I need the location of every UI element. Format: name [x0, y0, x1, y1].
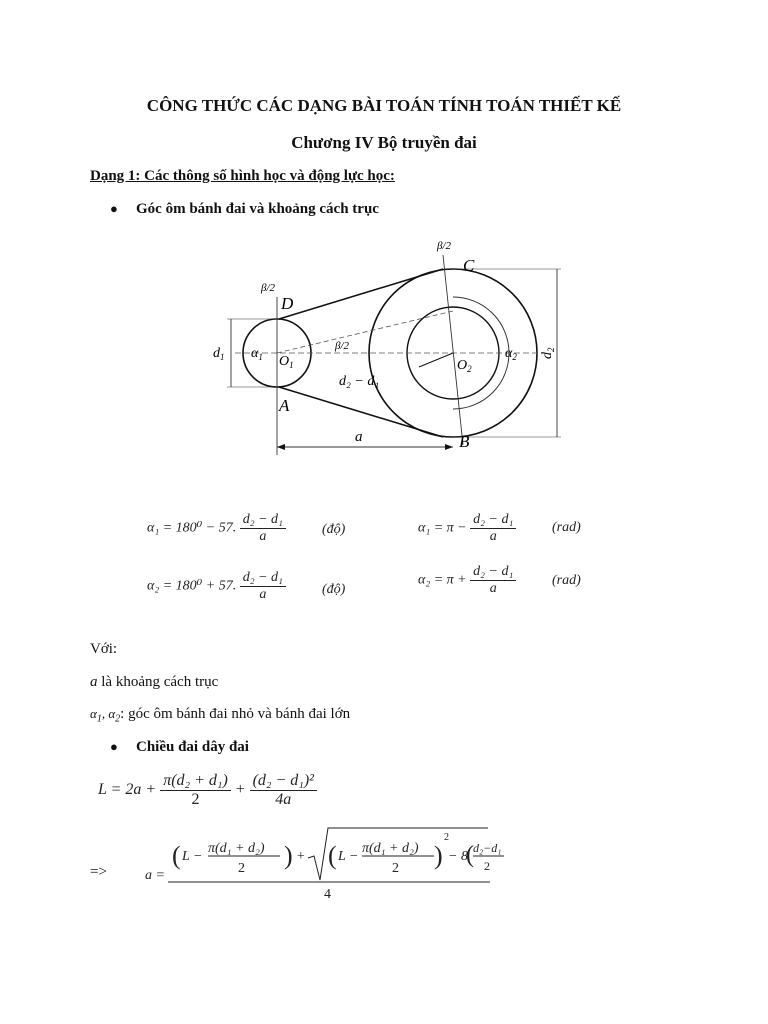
note-a — [90, 674, 218, 691]
formula-alpha1-rad — [418, 512, 516, 545]
alpha2-rad-fraction — [470, 564, 516, 597]
svg-text:): ) — [284, 841, 293, 870]
frac-den: a — [259, 529, 267, 544]
implies-arrow: => — [90, 864, 107, 880]
svg-text:L −: L − — [182, 849, 203, 864]
note-alpha-symbols: $\alpha_1$, $\alpha_2$ — [90, 706, 121, 725]
label-d: D — [281, 294, 294, 313]
label-beta-half-left: β/2 — [261, 282, 276, 294]
a-expression-tail — [466, 826, 506, 878]
note-a-var: a — [90, 674, 98, 690]
formula-a-expression — [168, 822, 494, 902]
radius-line — [419, 353, 453, 367]
formula-alpha2-rad — [418, 564, 516, 597]
alpha1-deg-fraction — [240, 512, 286, 545]
frac-num: d₂ − d₁ — [240, 512, 286, 529]
alpha1-rad-lhs: α₁ = π − — [418, 520, 467, 536]
label-alpha1: $\alpha_1$ — [251, 346, 263, 362]
svg-text:(: ( — [466, 842, 474, 868]
svg-text:d₂−d₁: d₂−d₁ — [473, 841, 502, 855]
term2-num: (d₂ − d₁)² — [250, 772, 317, 791]
svg-text:2: 2 — [484, 859, 490, 873]
page-title: CÔNG THỨC CÁC DẠNG BÀI TOÁN TÍNH TOÁN THIẾT KẾ — [146, 96, 622, 115]
label-d1: $d_1$ — [213, 346, 225, 362]
length-plus: + — [234, 781, 246, 799]
svg-text:2: 2 — [238, 861, 245, 876]
belt-top — [279, 269, 443, 319]
length-term2 — [250, 772, 317, 809]
svg-text:π(d₁ + d₂): π(d₁ + d₂) — [208, 841, 265, 856]
svg-text:L −: L − — [338, 849, 359, 864]
alpha1-rad-fraction — [470, 512, 516, 545]
frac-num: d₂ − d₁ — [240, 570, 286, 587]
unit-deg-1: (độ) — [322, 522, 346, 537]
svg-text:2: 2 — [392, 861, 399, 876]
formula-alpha1-deg — [147, 512, 286, 545]
frac-num: d₂ − d₁ — [470, 564, 516, 581]
term1-num: π(d₂ + d₁) — [160, 772, 231, 791]
a-arrow-right — [445, 444, 453, 450]
label-alpha2: $\alpha_2$ — [505, 346, 517, 362]
label-d2-minus-d1: d₂ − d₁ — [339, 374, 380, 389]
label-a: A — [279, 396, 290, 415]
note-alpha-desc: : góc ôm bánh đai nhỏ và bánh đai lớn — [120, 706, 351, 722]
chapter-title: Chương IV Bộ truyền đai — [291, 133, 477, 152]
note-with: Với: — [90, 641, 118, 657]
label-o1: $O_1$ — [279, 354, 294, 370]
term1-den: 2 — [191, 791, 200, 808]
unit-deg-2: (độ) — [322, 582, 346, 597]
label-beta-half-center: β/2 — [335, 340, 350, 352]
label-o2: $O_2$ — [457, 358, 472, 374]
section-heading: Dạng 1: Các thông số hình học và động lực học: — [90, 168, 395, 184]
alpha2-deg-fraction — [240, 570, 286, 603]
svg-text:2: 2 — [444, 832, 449, 843]
label-b: B — [459, 432, 470, 451]
term2-den: 4a — [275, 791, 292, 808]
alpha1-deg-lhs: α₁ = 180⁰ − 57. — [147, 520, 237, 536]
label-a-dim: a — [355, 429, 363, 445]
a-lhs: a = — [145, 868, 165, 883]
alpha2-rad-lhs: α₂ = π + — [418, 572, 467, 588]
perp-right — [443, 255, 463, 445]
label-d2: $d_2$ — [540, 347, 556, 359]
bullet-angle-text: Góc ôm bánh đai và khoảng cách trục — [136, 201, 379, 217]
note-a-desc: là khoảng cách trục — [97, 674, 219, 690]
formula-alpha2-deg — [147, 570, 286, 603]
frac-den: a — [259, 587, 267, 602]
length-lhs: L = 2a + — [98, 781, 157, 799]
a-arrow-left — [277, 444, 285, 450]
bullet-length-text: Chiều đai dây đai — [136, 739, 249, 755]
svg-text:− 8: − 8 — [448, 849, 468, 864]
label-c: C — [463, 256, 475, 275]
svg-text:): ) — [434, 841, 443, 870]
bullet-angle — [110, 201, 379, 218]
bullet-dot: ● — [110, 739, 118, 754]
unit-rad-1: (rad) — [552, 520, 581, 535]
bullet-length — [110, 739, 249, 756]
svg-text:π(d₁ + d₂): π(d₁ + d₂) — [362, 841, 419, 856]
svg-text:(: ( — [172, 841, 181, 870]
unit-rad-2: (rad) — [552, 573, 581, 588]
frac-den: a — [489, 529, 497, 544]
bullet-dot: ● — [110, 201, 118, 216]
note-alpha — [90, 706, 350, 725]
label-beta-half-right: β/2 — [437, 240, 452, 252]
a-den: 4 — [324, 887, 331, 902]
belt-drive-diagram — [205, 235, 570, 455]
alpha2-deg-lhs: α₂ = 180⁰ + 57. — [147, 578, 237, 594]
frac-den: a — [489, 581, 497, 596]
frac-num: d₂ − d₁ — [470, 512, 516, 529]
length-term1 — [160, 772, 231, 809]
formula-belt-length — [98, 772, 317, 809]
svg-text:(: ( — [328, 841, 337, 870]
svg-text:+: + — [296, 849, 306, 864]
